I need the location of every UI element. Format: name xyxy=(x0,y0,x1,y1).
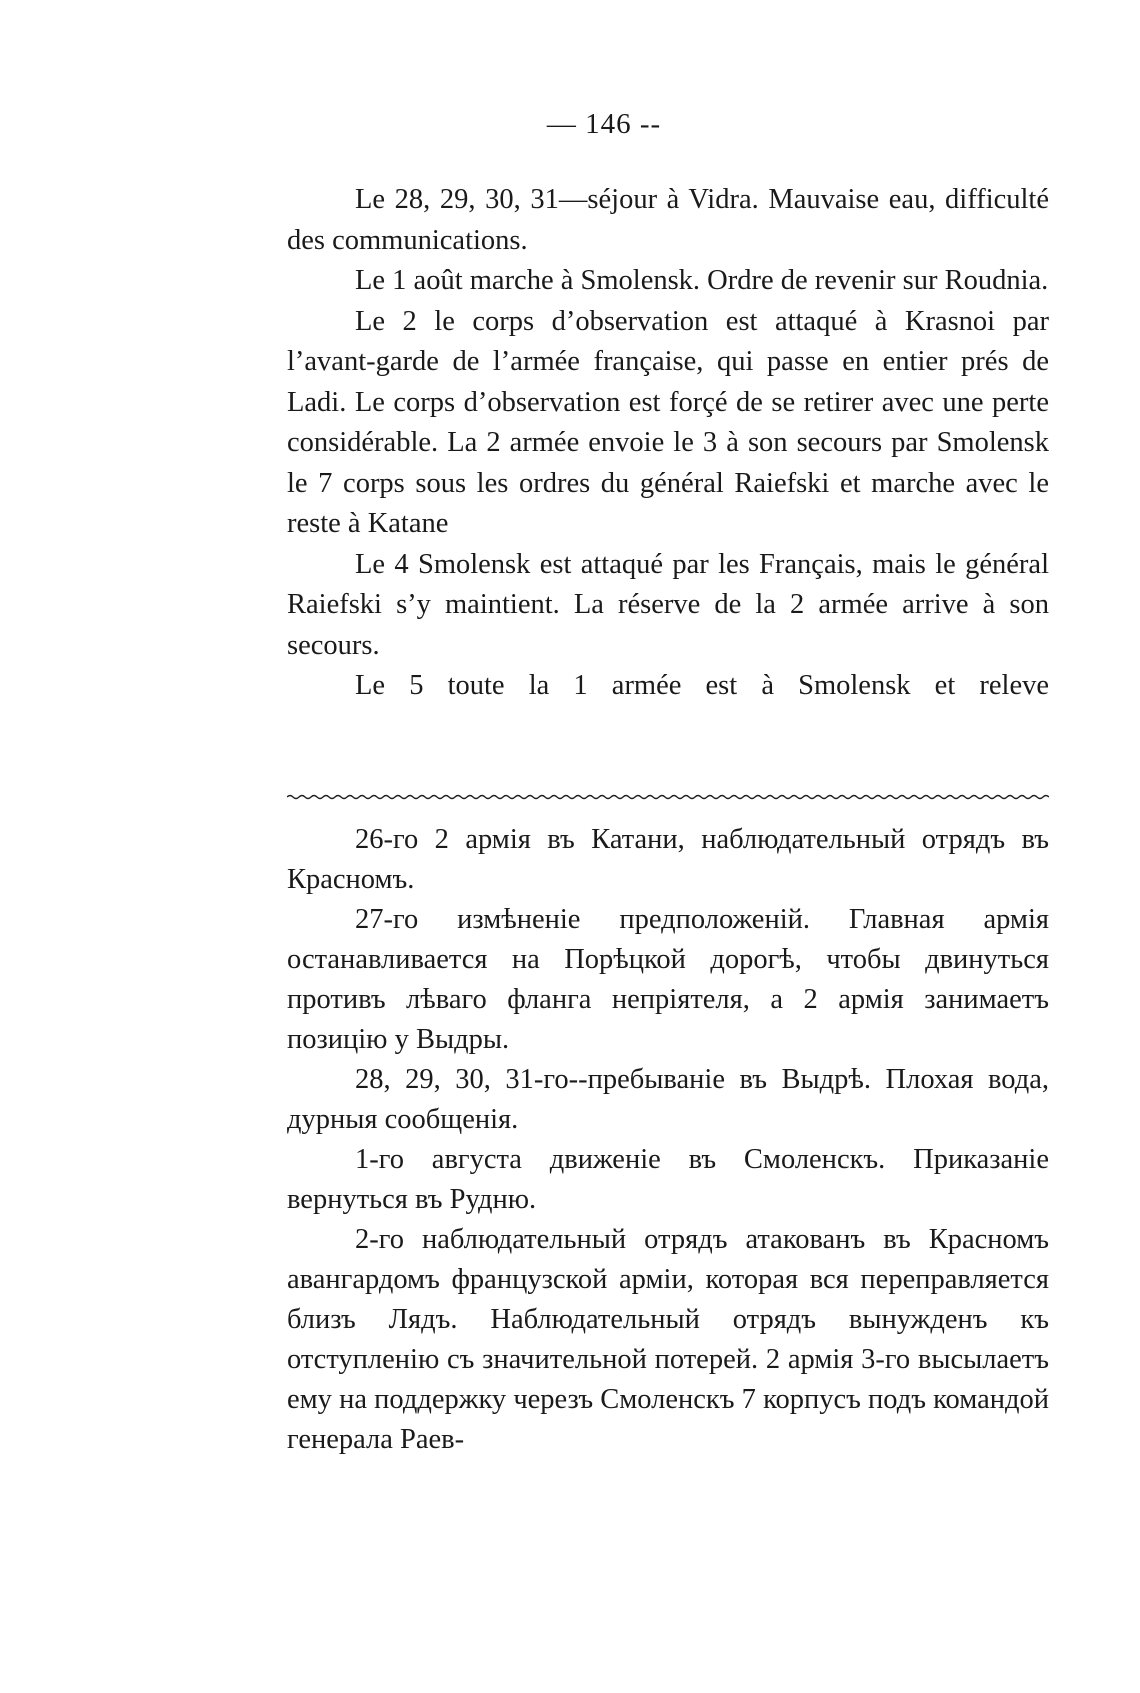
french-paragraph: Le 28, 29, 30, 31—séjour à Vidra. Mauvaise eau, difficulté des communications. xyxy=(287,184,1049,256)
french-paragraph: Le 1 août marche à Smolensk. Ordre de revenir sur Roudnia. xyxy=(355,265,1049,296)
russian-paragraph: 2-го наблюдательный отрядъ атакованъ въ Красномъ авангардомъ французской арміи, которая вся переправляется близъ Лядъ. Наблюдательный отрядъ вынужденъ къ отступленію съ значительной потерей. 2 армія 3-го высылаетъ ему на поддержку черезъ Смоленскъ 7 корпусъ подъ командой генерала Раев- xyxy=(287,1224,1049,1455)
russian-text-column xyxy=(287,820,1049,1460)
wavy-separator-line xyxy=(287,790,1049,804)
russian-paragraph: 27-го измѣненіе предположеній. Главная армія останавливается на Порѣцкой дорогѣ, чтобы двинуться противъ лѣваго фланга непріятеля, а 2 армія занимаетъ позицію у Выдры. xyxy=(287,904,1049,1055)
french-paragraph: Le 4 Smolensk est attaqué par les Français, mais le général Raiefski s’y maintient. La réserve de la 2 armée arrive à son secours. xyxy=(287,548,1049,661)
page-number: — 146 -- xyxy=(546,108,662,140)
russian-paragraph: 28, 29, 30, 31-го--пребываніе въ Выдрѣ. Плохая вода, дурныя сообщенія. xyxy=(287,1064,1049,1135)
russian-paragraph: 26-го 2 армія въ Катани, наблюдательный отрядъ въ Красномъ. xyxy=(287,824,1049,895)
french-text-column xyxy=(287,180,1049,707)
french-paragraph: Le 2 le corps d’observation est attaqué à Krasnoi par l’avant-garde de l’armée française, qui passe en entier prés de Ladi. Le corps d’observation est forçé de se retirer avec une perte considérable. La 2 armée envoie le 3 à son secours par Smolensk le 7 corps sous les ordres du général Raiefski et marche avec le reste à Katane xyxy=(287,305,1049,539)
russian-paragraph: 1-го августа движеніе въ Смоленскъ. Приказаніе вернуться въ Рудню. xyxy=(287,1144,1049,1215)
french-paragraph: Le 5 toute la 1 armée est à Smolensk et releve xyxy=(355,670,1049,701)
